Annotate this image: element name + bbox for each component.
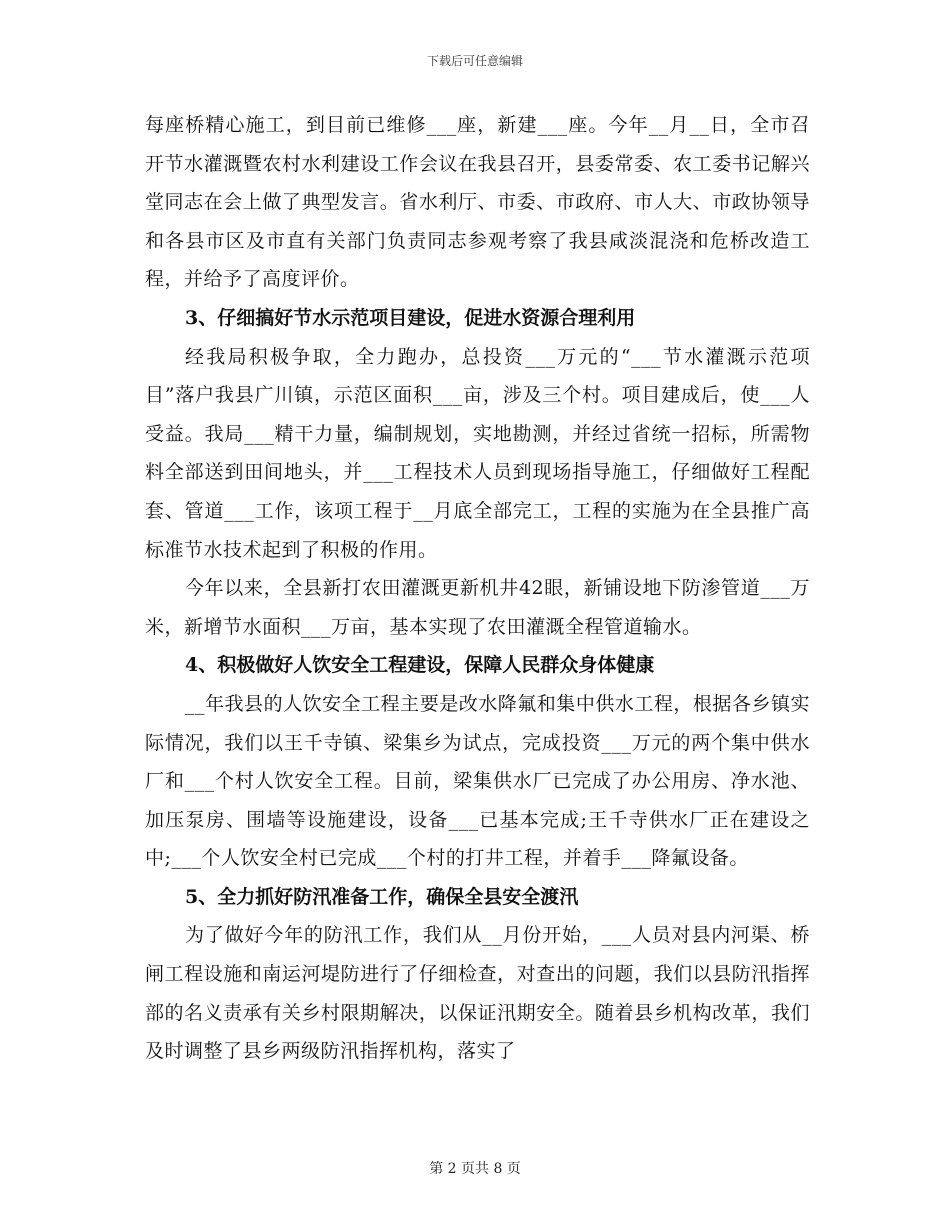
- paragraph-water-saving-project: 经我局积极争取，全力跑办，总投资___万元的“___节水灌溉示范项目”落户我县广川镇，示范区面积___亩，涉及三个村。项目建成后，使___人受益。我局___精干力量，编制规划，实地勘测，并经过省统一招标，所需物料全部送到田间地头，并___工程技术人员到现场指导施工，仔细做好工程配套、管道___工作，该项工程于__月底全部完工，工程的实施为在全县推广高标准节水技术起到了积极的作用。: [145, 345, 810, 561]
- section-heading-5: 5、全力抓好防汛准备工作，确保全县安全渡汛: [185, 885, 579, 908]
- paragraph-drinking-water: __年我县的人饮安全工程主要是改水降氟和集中供水工程，根据各乡镇实际情况，我们以王千寺镇、梁集乡为试点，完成投资___万元的两个集中供水厂和___个村人饮安全工程。目前，梁集供水厂已完成了办公用房、净水池、加压泵房、围墙等设施建设，设备___已基本完成;王千寺供水厂正在建设之中;___个人饮安全村已完成___个村的打井工程，并着手___降氟设备。: [145, 692, 810, 870]
- section-heading-3: 3、仔细搞好节水示范项目建设，促进水资源合理利用: [185, 306, 636, 329]
- document-body: [145, 106, 810, 1071]
- section-heading-4: 4、积极做好人饮安全工程建设，保障人民群众身体健康: [185, 654, 655, 677]
- page-footer: 第 2 页共 8 页: [429, 1161, 521, 1177]
- page-header: 下载后可任意编辑: [426, 54, 523, 68]
- paragraph-intro: 每座桥精心施工，到目前已维修___座，新建___座。今年__月__日，全市召开节水灌溉暨农村水利建设工作会议在我县召开，县委常委、农工委书记解兴堂同志在会上做了典型发言。省水利厅、市委、市政府、市人大、市政协领导和各县市区及市直有关部门负责同志参观考察了我县咸淡混浇和危桥改造工程，并给予了高度评价。: [145, 114, 810, 291]
- paragraph-wells: 今年以来，全县新打农田灌溉更新机井42眼，新铺设地下防渗管道___万米，新增节水面积___万亩，基本实现了农田灌溉全程管道输水。: [145, 577, 810, 638]
- paragraph-flood-prevention: 为了做好今年的防汛工作，我们从__月份开始，___人员对县内河渠、桥闸工程设施和南运河堤防进行了仔细检查，对查出的问题，我们以县防汛指挥部的名义责承有关乡村限期解决，以保证汛期安全。随着县乡机构改革，我们及时调整了县乡两级防汛指挥机构，落实了: [145, 924, 810, 1063]
